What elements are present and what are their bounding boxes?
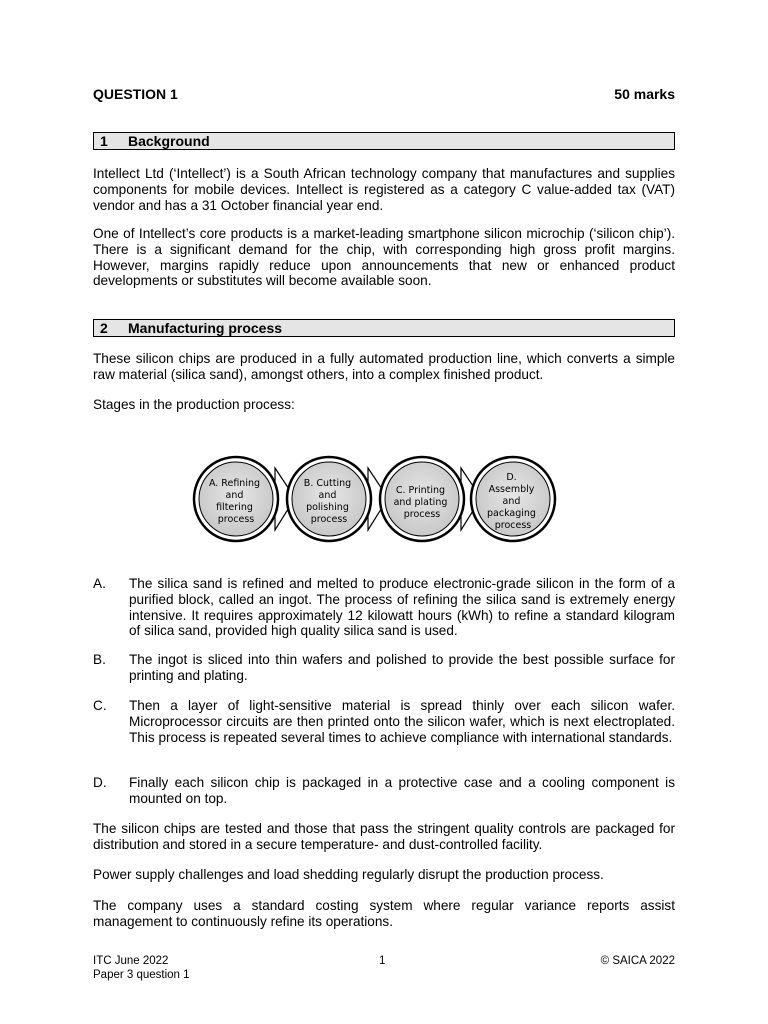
stage-d-line-4: packaging xyxy=(487,508,536,519)
stage-a-line-4: process xyxy=(217,514,255,525)
step-d-text: Finally each silicon chip is packaged in a protective case and a cooling component is mounted on top. xyxy=(129,775,675,806)
stage-c-line-1: C. Printing xyxy=(395,485,446,496)
footer-paper: Paper 3 question 1 xyxy=(93,969,190,981)
step-a-label: A. xyxy=(93,576,106,591)
page-number: 1 xyxy=(379,955,386,967)
footer-exam-info xyxy=(93,954,190,982)
step-c xyxy=(93,698,675,745)
manufacturing-paragraph-1: These silicon chips are produced in a fully automated production line, which converts a simple raw material (silica sand), amongst others, into a complex finished product. xyxy=(93,351,675,382)
step-a-text: The silica sand is refined and melted to produce electronic-grade silicon in the form of a purified block, called an ingot. The process of refining the silica sand is extremely energy intensive. It requires approximately 12 kilowatt hours (kWh) to refine a standard kilogram of silica sand, provided high quality silica sand is used. xyxy=(129,576,675,639)
stage-d-line-2: Assembly xyxy=(488,484,535,495)
stage-a xyxy=(194,457,278,541)
stage-b-line-4: process xyxy=(310,514,348,525)
section-2-heading xyxy=(93,319,675,337)
background-paragraph-1: Intellect Ltd (‘Intellect’) is a South African technology company that manufactures and supplies components for mobile devices. Intellect is registered as a category C value-added tax (VAT) vendor and has a 31 October financial year end. xyxy=(93,166,675,213)
step-c-label: C. xyxy=(93,698,107,713)
stage-c-line-3: process xyxy=(403,509,441,520)
footer-copyright: © SAICA 2022 xyxy=(600,955,675,967)
stage-a-line-1: A. Refining xyxy=(208,478,261,489)
section-1-heading xyxy=(93,132,675,150)
background-paragraph-2: One of Intellect’s core products is a market-leading smartphone silicon microchip (‘silicon chip’). There is a significant demand for the chip, with corresponding high gross profit margins. However, margins rapidly reduce upon announcements that new or enhanced product developments or substitutes will become available soon. xyxy=(93,226,675,289)
section-2-number: 2 xyxy=(100,320,108,336)
section-1-number: 1 xyxy=(100,133,108,149)
stage-d-line-5: process xyxy=(494,520,532,531)
power-supply-paragraph: Power supply challenges and load shedding regularly disrupt the production process. xyxy=(93,867,604,882)
step-d xyxy=(93,775,675,807)
stage-b xyxy=(287,457,371,541)
svg-text:B. Cutting and pol xyxy=(304,478,354,525)
stage-c xyxy=(380,457,464,541)
question-title: QUESTION 1 xyxy=(93,86,178,102)
stages-intro: Stages in the production process: xyxy=(93,397,295,412)
stage-a-line-2: and xyxy=(225,490,244,501)
stage-d-line-3: and xyxy=(502,496,521,507)
stage-d-line-1: D. xyxy=(506,472,517,483)
step-b-label: B. xyxy=(93,652,106,667)
step-b-text: The ingot is sliced into thin wafers and polished to provide the best possible surface for printing and plating. xyxy=(129,652,675,683)
section-1-title: Background xyxy=(128,133,210,149)
stage-b-line-2: and xyxy=(318,490,337,501)
process-diagram xyxy=(185,452,565,552)
question-marks: 50 marks xyxy=(614,86,675,102)
stage-b-line-3: polishing xyxy=(306,502,349,513)
section-2-title: Manufacturing process xyxy=(128,320,283,336)
standard-costing-paragraph: The company uses a standard costing system where regular variance reports assist management to continuously refine its operations. xyxy=(93,898,675,929)
stage-b-line-1: B. Cutting xyxy=(303,478,352,489)
step-b xyxy=(93,652,675,684)
stage-d xyxy=(471,457,555,541)
step-d-label: D. xyxy=(93,775,107,790)
quality-control-paragraph: The silicon chips are tested and those that pass the stringent quality controls are packaged for distribution and stored in a secure temperature- and dust-controlled facility. xyxy=(93,821,675,852)
step-a xyxy=(93,576,675,639)
footer-exam-date: ITC June 2022 xyxy=(93,955,169,967)
stage-a-line-3: filtering xyxy=(216,502,253,513)
stage-c-line-2: and plating xyxy=(393,497,448,508)
step-c-text: Then a layer of light-sensitive material is spread thinly over each silicon wafer. Microprocessor circuits are then printed onto the silicon wafer, which is next electroplated. This process is repeated several times to achieve compliance with international standards. xyxy=(129,698,675,745)
